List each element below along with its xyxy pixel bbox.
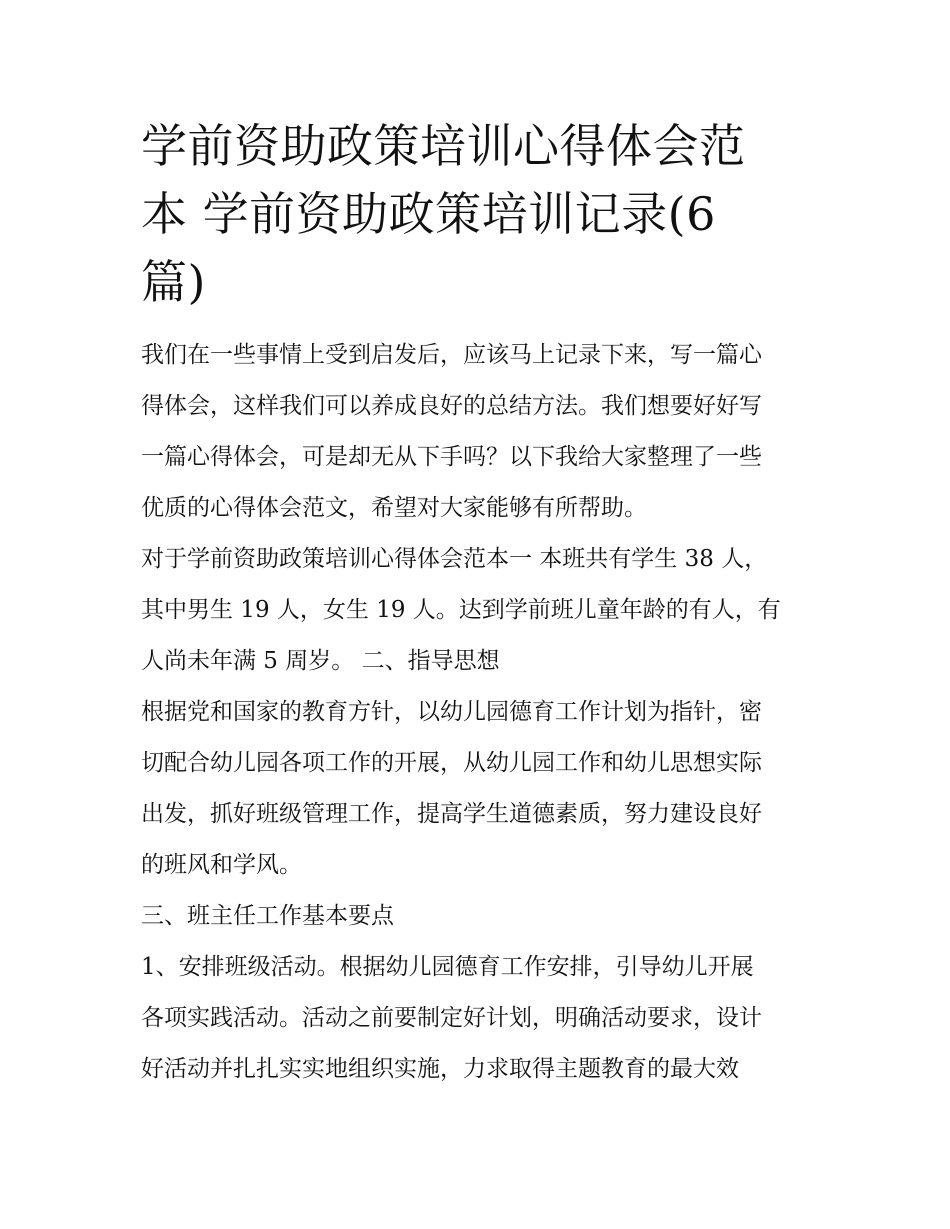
section-heading-line: 三、班主任工作基本要点 [141,903,394,929]
paragraph-class-activities [141,942,813,1095]
paragraph-line: 的班风和学风。 [141,852,302,878]
paragraph-line: 好活动并扎扎实实地组织实施，力求取得主题教育的最大效 [141,1056,739,1082]
paragraph-line: 出发，抓好班级管理工作，提高学生道德素质，努力建设良好 [141,801,762,827]
document-content [141,112,813,1095]
paragraph-line: 对于学前资助政策培训心得体会范本一 本班共有学生 38 人， [141,546,768,572]
title-line-3: 篇) [141,255,206,309]
paragraph-line: 我们在一些事情上受到启发后，应该马上记录下来，写一篇心 [141,342,762,368]
paragraph-guiding-ideas [141,687,813,891]
document-body [141,330,813,1095]
paragraph-line: 1、安排班级活动。根据幼儿园德育工作安排，引导幼儿开展 [141,954,754,980]
document-title [141,112,813,316]
paragraph-intro [141,330,813,534]
paragraph-line: 切配合幼儿园各项工作的开展，从幼儿园工作和幼儿思想实际 [141,750,762,776]
paragraph-line: 优质的心得体会范文，希望对大家能够有所帮助。 [141,495,647,521]
paragraph-class-overview [141,534,813,687]
paragraph-line: 其中男生 19 人，女生 19 人。达到学前班儿童年龄的有人，有 [141,597,781,623]
title-line-1: 学前资助政策培训心得体会范 [141,119,746,173]
paragraph-line: 各项实践活动。活动之前要制定好计划，明确活动要求，设计 [141,1005,762,1031]
paragraph-line: 得体会，这样我们可以养成良好的总结方法。我们想要好好写 [141,393,762,419]
title-line-2: 本 学前资助政策培训记录(6 [141,187,716,241]
paragraph-line: 根据党和国家的教育方针，以幼儿园德育工作计划为指针，密 [141,699,762,725]
paragraph-line: 人尚未年满 5 周岁。 二、指导思想 [141,648,500,674]
section-heading-key-points [141,891,813,942]
paragraph-line: 一篇心得体会，可是却无从下手吗？以下我给大家整理了一些 [141,444,762,470]
